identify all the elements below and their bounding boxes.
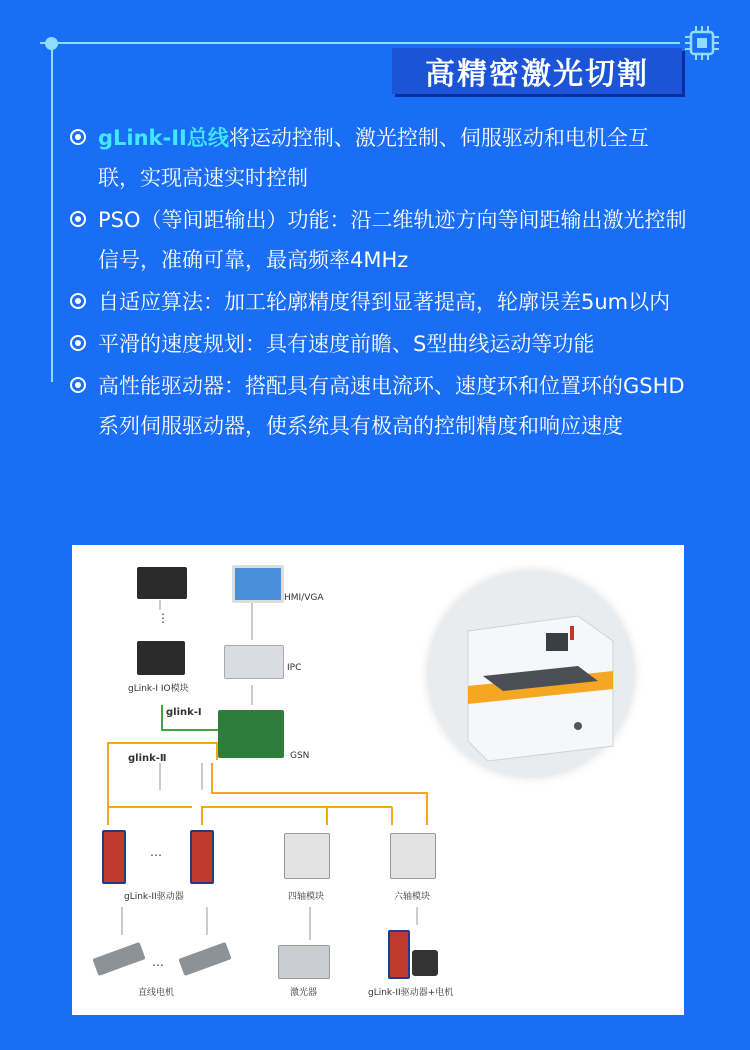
- bullet-circle-icon: [70, 211, 86, 227]
- six-axis-module-image: [390, 833, 436, 879]
- four-axis-module-image: [284, 833, 330, 879]
- gsn-card-image: [218, 710, 284, 758]
- ellipsis: …: [152, 955, 164, 969]
- feature-item-glink: [70, 118, 690, 198]
- servo-motor-image: [412, 950, 438, 976]
- four-axis-label: 四轴模块: [288, 892, 325, 902]
- driver-image: [388, 930, 410, 979]
- feature-text: 平滑的速度规划：具有速度前瞻、S型曲线运动等功能: [98, 332, 595, 356]
- io-module-image: [137, 641, 185, 675]
- driver-image: [190, 830, 214, 884]
- feature-text: 自适应算法：加工轮廓精度得到显著提高，轮廓误差5um以内: [98, 290, 671, 314]
- vertical-ellipsis: ⋮: [157, 611, 169, 625]
- ipc-label: IPC: [287, 663, 302, 673]
- feature-text: PSO（等间距输出）功能：沿二维轨迹方向等间距输出激光控制信号，准确可靠，最高频率4MHz: [98, 208, 687, 272]
- plc-module-image: [137, 567, 187, 599]
- driver-label: gLink-II驱动器: [124, 892, 184, 902]
- glink2-logo: glink-Ⅱ: [128, 753, 167, 764]
- feature-text: 高性能驱动器：搭配具有高速电流环、速度环和位置环的GSHD系列伺服驱动器，使系统具有极高的控制精度和响应速度: [98, 374, 685, 438]
- laser-machine-drawing: [428, 571, 634, 777]
- system-diagram-panel: [72, 545, 684, 1015]
- hmi-monitor-image: [232, 565, 284, 603]
- decor-horizontal-line: [40, 42, 680, 44]
- laser-machine-image: [428, 571, 634, 777]
- hmi-label: HMI/VGA: [284, 593, 324, 603]
- linear-motor-label: 直线电机: [138, 988, 175, 998]
- driver-motor-label: gLink-II驱动器+电机: [368, 988, 454, 998]
- feature-item-adaptive: [70, 282, 690, 322]
- bullet-circle-icon: [70, 377, 86, 393]
- feature-item-pso: [70, 200, 690, 280]
- io-module-label: gLink-I IO模块: [128, 684, 189, 694]
- feature-list: [70, 118, 690, 448]
- bullet-circle-icon: [70, 129, 86, 145]
- driver-image: [102, 830, 126, 884]
- chip-icon: [683, 24, 721, 62]
- laser-image: [278, 945, 330, 979]
- decor-dot: [45, 37, 58, 50]
- title-banner: [392, 48, 682, 94]
- ipc-image: [224, 645, 284, 679]
- bullet-circle-icon: [70, 293, 86, 309]
- gsn-label: GSN: [290, 751, 310, 761]
- laser-label: 激光器: [290, 988, 318, 998]
- feature-item-driver: [70, 366, 690, 446]
- six-axis-label: 六轴模块: [394, 892, 431, 902]
- bullet-circle-icon: [70, 335, 86, 351]
- glink1-logo: glink-Ⅰ: [166, 707, 202, 718]
- feature-item-smooth: [70, 324, 690, 364]
- feature-text: 将运动控制、激光控制、伺服驱动和电机全互联，实现高速实时控制: [98, 126, 649, 190]
- feature-highlight: gLink-II总线: [98, 126, 229, 150]
- ellipsis: …: [150, 845, 162, 859]
- decor-vertical-line: [51, 42, 53, 382]
- page-title: 高精密激光切割: [425, 57, 649, 92]
